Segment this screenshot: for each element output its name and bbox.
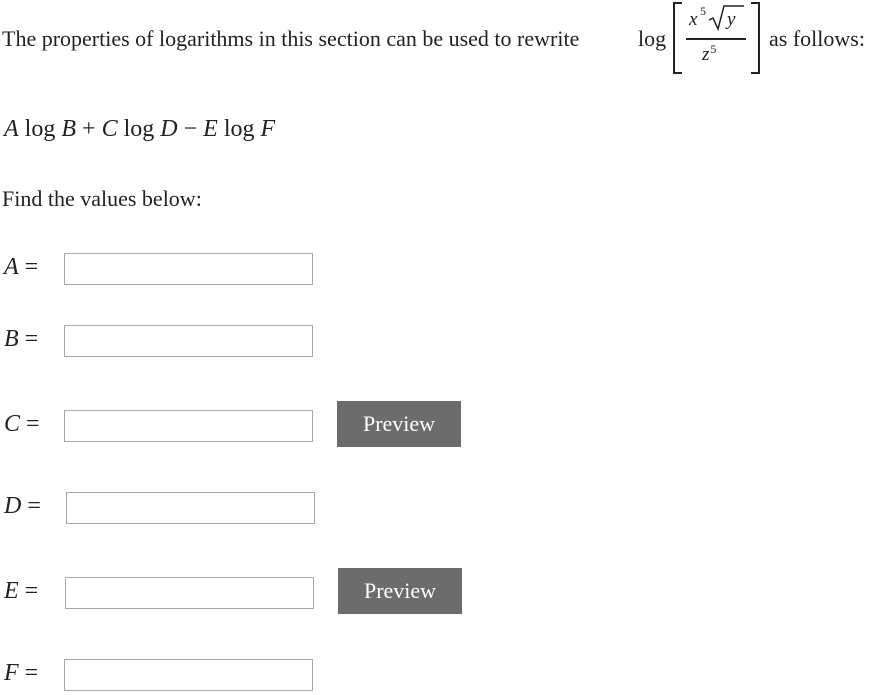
numerator-variable: x <box>689 9 698 30</box>
left-bracket <box>673 2 682 74</box>
label-d-var: D <box>4 493 22 519</box>
fraction-bar <box>686 38 746 40</box>
expr-plus: + <box>82 116 96 142</box>
denominator-variable: z <box>702 44 710 65</box>
expr-log-1: log <box>24 116 56 142</box>
label-e <box>4 578 38 605</box>
expr-minus: − <box>183 116 198 142</box>
input-d[interactable] <box>66 492 315 524</box>
expr-var-c: C <box>101 116 118 142</box>
fraction-denominator <box>702 42 716 66</box>
intro-text: The properties of logarithms in this section can be used to rewrite <box>2 26 580 51</box>
fraction-numerator <box>686 0 746 32</box>
label-b-equals: = <box>24 326 39 352</box>
right-bracket <box>751 2 760 74</box>
input-f[interactable] <box>64 659 313 691</box>
label-c-var: C <box>4 411 21 437</box>
label-c-equals: = <box>26 411 40 437</box>
input-b[interactable] <box>64 325 313 357</box>
preview-button-e[interactable]: Preview <box>338 568 462 614</box>
expr-var-f: F <box>260 116 276 142</box>
label-b-var: B <box>4 326 19 352</box>
input-c[interactable] <box>64 410 313 442</box>
label-f-var: F <box>4 660 19 686</box>
expr-var-e: E <box>203 116 218 142</box>
radicand-variable: y <box>727 9 736 30</box>
label-f <box>4 660 38 687</box>
expr-log-2: log <box>123 116 155 142</box>
label-d-equals: = <box>27 493 41 519</box>
denominator-exponent: 5 <box>710 42 717 56</box>
label-a-equals: = <box>24 254 39 280</box>
log-expression <box>4 116 275 143</box>
log-function: log <box>638 26 667 51</box>
preview-button-c[interactable]: Preview <box>337 401 461 447</box>
numerator-svg <box>686 0 746 32</box>
numerator-exponent: 5 <box>700 4 706 18</box>
label-d <box>4 493 41 520</box>
intro-suffix: as follows: <box>769 26 865 51</box>
label-c <box>4 411 40 438</box>
label-e-equals: = <box>24 578 39 604</box>
expr-var-d: D <box>160 116 178 142</box>
instructions-text: Find the values below: <box>2 186 202 211</box>
label-f-equals: = <box>24 660 39 686</box>
input-e[interactable] <box>65 577 314 609</box>
expr-var-a: A <box>4 116 19 142</box>
label-e-var: E <box>4 578 19 604</box>
label-b <box>4 326 38 353</box>
expr-log-3: log <box>223 116 255 142</box>
expr-var-b: B <box>61 116 77 142</box>
input-a[interactable] <box>64 253 313 285</box>
label-a <box>4 254 38 281</box>
label-a-var: A <box>4 254 19 280</box>
